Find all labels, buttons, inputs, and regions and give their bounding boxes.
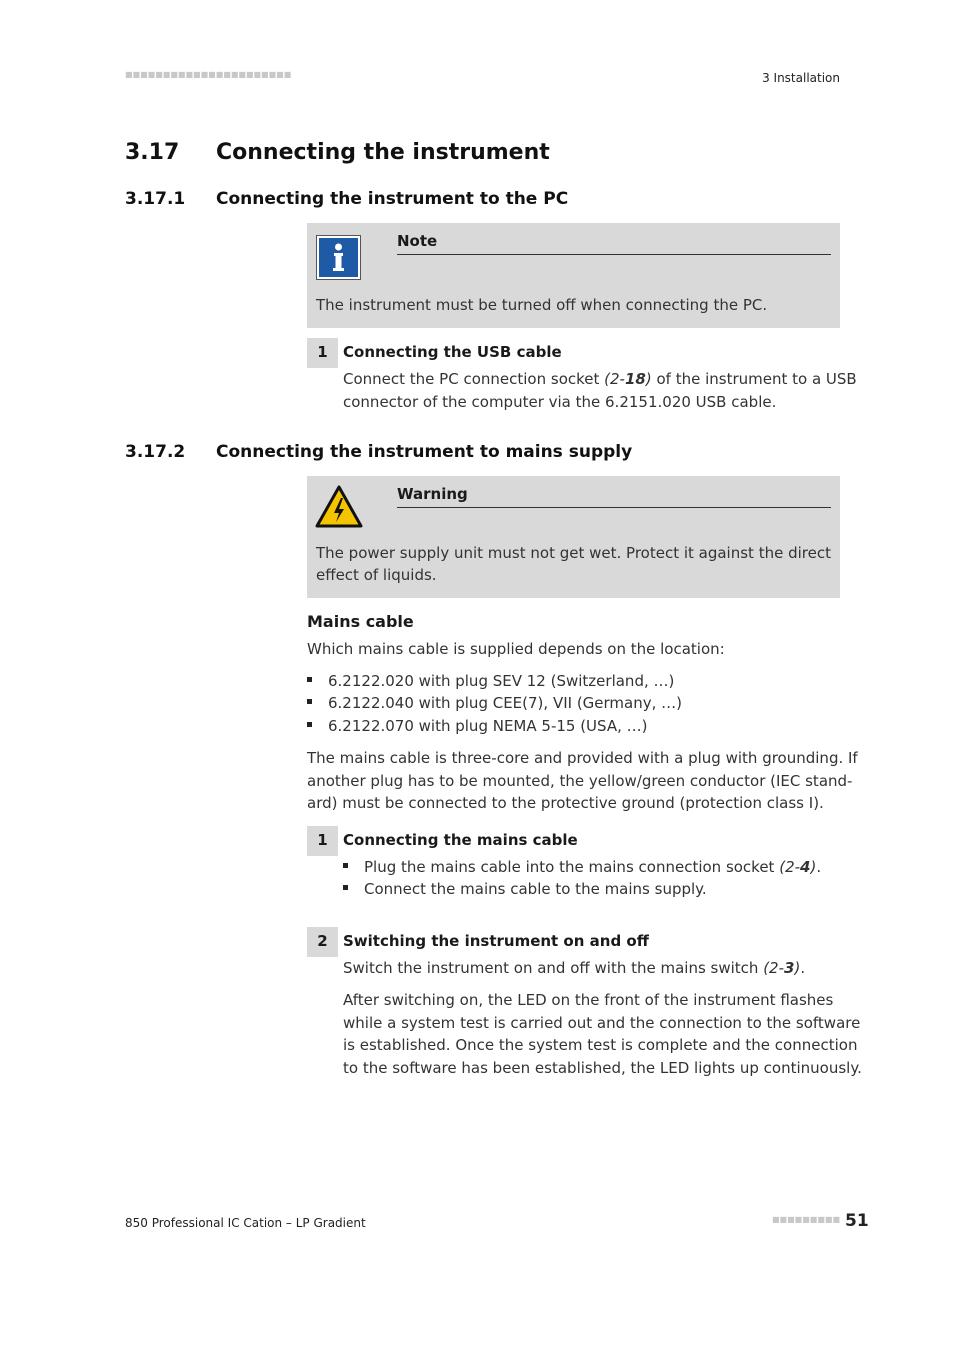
subsection-1-number: 3.17.1: [125, 189, 186, 209]
list-item: Connect the mains cable to the mains supply.: [343, 878, 707, 901]
warning-title: Warning: [397, 485, 468, 503]
step-title: Switching the instrument on and off: [343, 932, 649, 950]
note-text: The instrument must be turned off when connecting the PC.: [316, 296, 768, 314]
note-box: [307, 223, 840, 328]
step-text-part: connector of the computer via the 6.2151.020 USB cable.: [343, 392, 777, 411]
section-number: 3.17: [125, 140, 180, 165]
subsection-2-number: 3.17.2: [125, 442, 186, 462]
header-chapter: 3 Installation: [762, 71, 840, 85]
step-paragraph: After switching on, the LED on the front of the instrument flashes while a system test is carried out and the connection to the software is established. Once the system test is complete and the connection to the software has been established, the LED lights up continuously.: [343, 991, 862, 1077]
footer-product: 850 Professional IC Cation – LP Gradient: [125, 1216, 366, 1230]
note-divider: [397, 254, 831, 255]
info-icon: [316, 235, 361, 280]
page-number: 51: [845, 1211, 869, 1231]
footer-decoration: ■■■■■■■■■: [772, 1215, 841, 1224]
step-text: Switch the instrument on and off with the mains switch (2-3).: [343, 959, 806, 977]
header-decoration: ■■■■■■■■■■■■■■■■■■■■■■: [125, 70, 292, 79]
figure-reference: (2-4): [779, 858, 817, 876]
step-number: 2: [307, 927, 338, 957]
subsection-2-title: Connecting the instrument to mains supply: [216, 442, 633, 462]
note-title: Note: [397, 232, 438, 250]
list-item: Plug the mains cable into the mains connection socket (2-4).: [343, 856, 821, 879]
warning-box: [307, 476, 840, 598]
step-text: [343, 368, 857, 413]
list-item: 6.2122.020 with plug SEV 12 (Switzerland, …): [307, 670, 674, 693]
figure-reference: (2-18): [604, 370, 652, 388]
step-number: 1: [307, 338, 338, 368]
mains-cable-intro: Which mains cable is supplied depends on the location:: [307, 640, 725, 658]
step-number: 1: [307, 826, 338, 856]
step-text-part: of the instrument to a USB: [651, 370, 857, 388]
figure-reference: (2-3): [763, 959, 801, 977]
subsection-1-title: Connecting the instrument to the PC: [216, 189, 569, 209]
warning-text: The power supply unit must not get wet. Protect it against the direct effect of liquids.: [316, 544, 831, 584]
step-title: Connecting the USB cable: [343, 343, 562, 361]
electrical-hazard-icon: [315, 485, 363, 528]
mains-cable-paragraph: The mains cable is three-core and provided with a plug with grounding. If another plug has to be mounted, the yellow/green conductor (IEC stand- ard) must be connected to the protective ground (protection class I).: [307, 749, 858, 812]
section-title: Connecting the instrument: [216, 140, 550, 165]
step-text-part: Connect the PC connection socket: [343, 370, 605, 388]
warning-divider: [397, 507, 831, 508]
list-item: 6.2122.070 with plug NEMA 5-15 (USA, …): [307, 715, 648, 738]
mains-cable-heading: Mains cable: [307, 612, 414, 631]
list-item: 6.2122.040 with plug CEE(7), VII (Germany, …): [307, 692, 682, 715]
step-title: Connecting the mains cable: [343, 831, 578, 849]
